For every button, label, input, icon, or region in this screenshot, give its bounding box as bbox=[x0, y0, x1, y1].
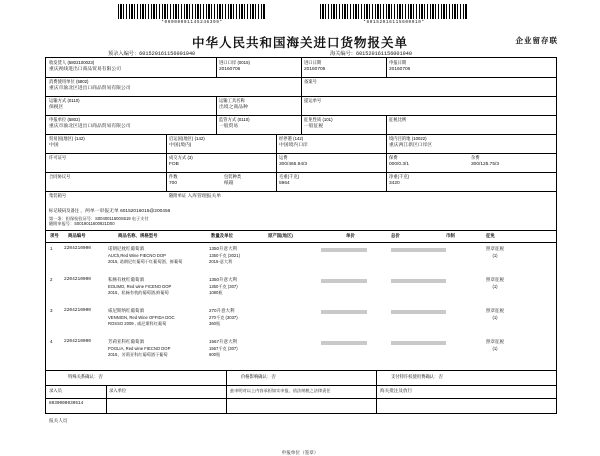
consignee-label: 收发货人 bbox=[49, 60, 67, 65]
trade-country-value: 中国 bbox=[49, 142, 59, 148]
v-c2 bbox=[376, 370, 377, 385]
terms-value: FOB bbox=[169, 161, 179, 167]
rule-4 bbox=[46, 134, 556, 135]
levy-label: 征免性质 bbox=[304, 117, 322, 122]
table-row-3-name-cn: 威尼斯纳红葡萄酒 bbox=[108, 308, 144, 313]
v-s3 bbox=[376, 385, 377, 413]
table-row-1-qty bbox=[209, 246, 267, 265]
price-influence-label: 价格影响确认： bbox=[241, 374, 272, 379]
table-row-2-qty2: 1350千克 (307) bbox=[209, 283, 238, 289]
pre-entry-label: 预录入编号： bbox=[108, 51, 140, 57]
table-row-2-hs: 2204210000 bbox=[64, 277, 92, 282]
insurance-value: 000/0.3/1 bbox=[389, 161, 410, 167]
v-5c bbox=[386, 134, 387, 153]
price-influence bbox=[241, 374, 276, 381]
record-no-label: 备案号 bbox=[304, 79, 317, 84]
rule-5 bbox=[46, 153, 556, 154]
field-gross bbox=[279, 174, 384, 187]
table-row-2-no: 2 bbox=[50, 277, 53, 282]
declare-note: 兹申明对以上内容承担如实申报、依法纳税之法律责任 bbox=[230, 388, 331, 393]
price-influence-value: 否 bbox=[271, 375, 276, 380]
maker-cell bbox=[49, 388, 62, 394]
consignee-value: 重庆视线进出口商品贸易有限公司 bbox=[49, 66, 121, 72]
table-row-1-name-en2: 2015, 诺朗尼红葡萄干红葡萄酒、鲜葡萄 bbox=[108, 259, 183, 265]
table-row-2-levy bbox=[486, 277, 504, 290]
table-row-4-levy-code: (1) bbox=[492, 345, 498, 351]
table-row-2-qty3: 1080瓶 bbox=[209, 290, 223, 296]
trade-country-label: 贸易国(地区) bbox=[49, 136, 74, 141]
consignee-code: (5802100023) bbox=[67, 60, 95, 65]
table-row-4-qty1: 1567升意大利 bbox=[209, 339, 238, 344]
table-row-3-levy-code: (1) bbox=[492, 314, 498, 320]
rule-sign bbox=[46, 398, 556, 399]
attach-label: 随附单证 bbox=[169, 193, 187, 198]
table-row-2-levy-code: (1) bbox=[492, 283, 498, 289]
table-row-3-name-en2: ROSSO 2009 , 威尼斯科红葡萄 bbox=[108, 321, 167, 327]
net-value: 3420 bbox=[389, 180, 400, 186]
attach-value: 入库管理报关单 bbox=[187, 194, 222, 199]
field-misc bbox=[471, 155, 551, 168]
field-attached-docs bbox=[169, 193, 419, 200]
table-row-4-qty3: 600瓶 bbox=[209, 352, 221, 358]
pack-count-label: 件数 bbox=[169, 174, 178, 179]
origin-country-value: 中国(境内) bbox=[169, 142, 192, 148]
v-1c bbox=[386, 58, 387, 77]
mark-line1: ，两单一审报无单 60152016015@200456 bbox=[80, 209, 171, 214]
table-row-3-levy bbox=[486, 308, 504, 321]
table-row-1-hs: 2204210000 bbox=[64, 246, 92, 251]
goods-col-amount: 总价 bbox=[391, 233, 400, 238]
page-title: 中华人民共和国海关进口货物报关单 bbox=[191, 35, 408, 50]
pack-type-label: 包装种类 bbox=[224, 174, 242, 179]
goods-col-name: 商品名称、规格型号 bbox=[118, 233, 158, 238]
table-row-4-hs: 2204210000 bbox=[64, 339, 92, 344]
transport-mode-label: 运输方式 bbox=[49, 98, 67, 103]
field-trade-country bbox=[49, 136, 164, 149]
field-tax bbox=[389, 117, 479, 123]
field-supervise bbox=[219, 117, 299, 130]
table-row-2-name-cn: 私畅有枕红葡萄酒 bbox=[108, 277, 144, 282]
redaction-3b bbox=[391, 310, 446, 314]
table-row-2-qty bbox=[209, 277, 267, 296]
supervise-label: 监管方式 bbox=[219, 117, 237, 122]
goods-col-currency: 币制 bbox=[446, 233, 455, 238]
v-6c bbox=[386, 153, 387, 172]
declaring-unit-seal-label: 申报单位（签章） bbox=[281, 450, 319, 455]
redaction-1a bbox=[321, 248, 367, 252]
copy-type-label: 企业留存联 bbox=[515, 36, 558, 45]
freight-value: 300/465.94/3 bbox=[279, 161, 308, 167]
table-row-1-levy bbox=[486, 246, 504, 259]
misc-label: 杂费 bbox=[471, 155, 480, 160]
supervise-code: (0110) bbox=[237, 117, 250, 122]
v-c1 bbox=[226, 370, 227, 385]
field-consumer bbox=[49, 79, 299, 92]
field-insurance bbox=[389, 155, 469, 168]
gross-value: 5964 bbox=[279, 180, 290, 186]
customs-no-label: 海关编号： bbox=[330, 51, 356, 57]
v-7b bbox=[276, 172, 277, 191]
table-row-1-qty2: 1350千克 (3021) bbox=[209, 252, 240, 258]
consumer-value: 重庆市渝北区进出口商品贸易有限公司 bbox=[49, 85, 131, 91]
royalty-payment bbox=[391, 374, 443, 381]
mark-line2: 第一条：担保检验证号：S0040011600S619 电子支付 bbox=[49, 215, 149, 221]
field-pack-count bbox=[169, 174, 219, 187]
table-row-4-qty bbox=[209, 339, 267, 358]
entry-place-label: 境内目的地 bbox=[389, 136, 411, 141]
supervise-value: 一般贸易 bbox=[219, 123, 239, 129]
pre-entry-value: 601520161156001040 bbox=[139, 51, 196, 57]
v-4b bbox=[301, 115, 302, 134]
royalty-value: 否 bbox=[438, 375, 444, 380]
net-label: 净重(千克) bbox=[389, 174, 410, 179]
table-row-2-levy-text: 照章征税 bbox=[486, 277, 504, 282]
table-row-3-hs: 2204210000 bbox=[64, 308, 92, 313]
entry-date-label: 进口日期 bbox=[304, 60, 322, 65]
rule-6 bbox=[46, 172, 556, 173]
v-6b bbox=[276, 153, 277, 172]
contract-label: 合同协议号 bbox=[49, 174, 71, 179]
customs-no-value: 601520161156001040 bbox=[355, 51, 412, 57]
field-entry-date bbox=[304, 60, 384, 73]
redaction-1b bbox=[391, 248, 446, 252]
goods-col-qty: 数量及单位 bbox=[211, 233, 233, 238]
mark-label: 标记唛码及备注 bbox=[49, 208, 80, 213]
table-row-1-qty1: 1350升意大利 bbox=[209, 246, 238, 251]
trade-country-code: (142) bbox=[74, 136, 85, 141]
v-3b bbox=[301, 96, 302, 115]
table-row-4-levy bbox=[486, 339, 504, 352]
v-2a bbox=[301, 77, 302, 96]
tax-label: 征税比例 bbox=[389, 117, 407, 122]
field-consignee bbox=[49, 60, 214, 73]
table-row-1-no: 1 bbox=[50, 246, 53, 251]
table-row-1-name-en: AUCh,Red Wine FIECNO DOP bbox=[108, 252, 166, 258]
table-row-3-name bbox=[108, 308, 208, 327]
v-7c bbox=[386, 172, 387, 191]
field-terms bbox=[169, 155, 274, 168]
table-row-2-name-en2: 2015、私畅有枕的葡萄酒,鲜葡萄 bbox=[108, 290, 169, 296]
levy-value: 一般征税 bbox=[304, 123, 324, 129]
customs-endorsement-label: 海关批注及放行 bbox=[380, 388, 413, 393]
table-row-1-levy-text: 照章征税 bbox=[486, 246, 504, 251]
v-s1 bbox=[106, 385, 107, 413]
transport-mode-value: 保税区 bbox=[49, 104, 64, 110]
goods-col-no: 项号 bbox=[50, 233, 59, 238]
table-row-3-levy-text: 照章征税 bbox=[486, 308, 504, 313]
misc-value: 300/125.75/3 bbox=[471, 161, 500, 167]
barcode-right bbox=[320, 4, 468, 25]
royalty-label: 支付特许权使用费确认： bbox=[391, 374, 439, 379]
v-6a bbox=[166, 153, 167, 172]
table-row-4-name bbox=[108, 339, 208, 358]
agent-label: 报关人员 bbox=[49, 418, 68, 423]
declarer-code: (5802) bbox=[67, 117, 80, 122]
rule-8 bbox=[46, 230, 556, 231]
field-freight bbox=[279, 155, 384, 168]
field-declare-date bbox=[389, 60, 469, 73]
mark-line3: 随附申报号：S0019011600921D00 bbox=[49, 221, 115, 227]
field-contract bbox=[49, 174, 164, 180]
v-1a bbox=[216, 58, 217, 77]
field-import-port bbox=[219, 60, 299, 73]
declare-date-label: 申报日期 bbox=[389, 60, 407, 65]
insurance-label: 保费 bbox=[389, 155, 398, 160]
pre-entry-number bbox=[108, 50, 195, 57]
barcode-left-number: *00000001145246399* bbox=[161, 20, 223, 25]
redaction-4a bbox=[321, 341, 367, 345]
table-row-1-name-cn: 诺朗尼枕红葡萄酒 bbox=[108, 246, 144, 251]
table-row-4-qty2: 1567千克 (307) bbox=[209, 345, 238, 351]
v-4c bbox=[386, 115, 387, 134]
field-license bbox=[49, 155, 164, 161]
transit-port-label: 经停港 bbox=[279, 136, 292, 141]
consumer-label: 消费使用单位 bbox=[49, 79, 75, 84]
table-row-3-name-en: VENNIGN, Red Wine OFFIDA DOC bbox=[108, 314, 175, 320]
origin-country-label: 启运国(地区) bbox=[169, 136, 194, 141]
barcode-left bbox=[118, 4, 266, 25]
freight-label: 运费 bbox=[279, 155, 288, 160]
special-rel-label: 特殊关系确认： bbox=[68, 374, 99, 379]
special-rel-value: 否 bbox=[98, 375, 103, 380]
field-container bbox=[49, 193, 164, 199]
table-row-2-name-en: EOLIMO, Red wine FICENO DOP bbox=[108, 283, 172, 289]
barcode-left-bars bbox=[118, 4, 266, 19]
barcode-right-bars bbox=[320, 4, 468, 19]
entry-place-code: (10022) bbox=[411, 136, 427, 141]
table-row-4-name-en2: 2015、芳莉亚科红葡萄酒干葡萄 bbox=[108, 352, 168, 358]
field-declarer bbox=[49, 117, 214, 130]
goods-col-price: 单价 bbox=[346, 233, 355, 238]
container-label: 集装箱号 bbox=[49, 193, 67, 198]
rule-confirm bbox=[46, 385, 556, 386]
table-row-2-qty1: 1350升意大利 bbox=[209, 277, 238, 282]
v-4a bbox=[216, 115, 217, 134]
v-7a bbox=[166, 172, 167, 191]
pack-count-value: 700 bbox=[169, 180, 178, 186]
redaction-4b bbox=[391, 341, 446, 345]
field-bill-no bbox=[304, 98, 424, 104]
v-5b bbox=[276, 134, 277, 153]
redaction-2b bbox=[391, 279, 446, 283]
field-record-no bbox=[304, 79, 424, 85]
rule-7 bbox=[46, 191, 556, 192]
declarer-value: 重庆市渝北区进出口商品贸易有限公司 bbox=[49, 123, 131, 129]
rule-goods-head bbox=[46, 242, 556, 243]
terms-code: (3) bbox=[187, 155, 193, 160]
import-port-label: 进口口岸 bbox=[219, 60, 237, 65]
table-row-4-no: 4 bbox=[50, 339, 53, 344]
maker-no-value: 8030000030514 bbox=[49, 401, 84, 406]
transport-name-label: 运输工具名称 bbox=[219, 98, 245, 103]
field-entry-place bbox=[389, 136, 549, 149]
v-s2 bbox=[226, 385, 227, 413]
transport-mode-code: (0110) bbox=[67, 98, 80, 103]
import-port-value: 20160706 bbox=[219, 66, 241, 72]
goods-col-hs: 商品编号 bbox=[68, 233, 86, 238]
goods-col-levy: 征免 bbox=[486, 233, 495, 238]
field-marks-remarks bbox=[49, 208, 549, 226]
table-row-1-qty3: 2015-意大利 bbox=[209, 259, 233, 265]
import-port-code: (0015) bbox=[237, 60, 250, 65]
v-3a bbox=[216, 96, 217, 115]
transit-port-code: (142) bbox=[293, 136, 304, 141]
barcode-right-number: *80152016115600010* bbox=[363, 20, 425, 25]
gross-label: 毛重(千克) bbox=[279, 174, 300, 179]
maker-label: 录入员 bbox=[49, 388, 62, 393]
table-row-1-levy-code: (1) bbox=[492, 252, 498, 258]
levy-code: (101) bbox=[322, 117, 333, 122]
consumer-code: (5802) bbox=[76, 79, 89, 84]
license-label: 许可证号 bbox=[49, 155, 67, 160]
table-row-3-qty3: 360瓶 bbox=[209, 321, 221, 327]
table-row-4-name-cn: 芳莉亚科红葡萄酒 bbox=[108, 339, 144, 344]
field-pack-type bbox=[224, 174, 274, 187]
customs-number bbox=[330, 50, 412, 57]
bill-no-label: 提运单号 bbox=[304, 98, 322, 103]
redaction-2a bbox=[321, 279, 367, 283]
transit-port-value: 中国境内口岸 bbox=[279, 142, 308, 148]
redaction-3a bbox=[321, 310, 367, 314]
barcode-row bbox=[0, 4, 600, 30]
table-row-3-qty bbox=[209, 308, 267, 327]
declaration-frame bbox=[45, 57, 557, 455]
maker-unit-cell bbox=[109, 388, 126, 394]
special-relation bbox=[68, 374, 103, 381]
goods-col-country: 原产国(地区) bbox=[268, 233, 293, 238]
table-row-4-levy-text: 照章征税 bbox=[486, 339, 504, 344]
table-row-3-qty2: 270千克 (3037) bbox=[209, 314, 238, 320]
v-5a bbox=[166, 134, 167, 153]
transport-name-value: 出境之商品种 bbox=[219, 104, 248, 110]
table-row-1-name bbox=[108, 246, 208, 265]
field-transit-port bbox=[279, 136, 384, 149]
field-origin-country bbox=[169, 136, 274, 149]
maker-no-label: 录入单位 bbox=[109, 388, 127, 393]
table-row-3-qty1: 270升意大利 bbox=[209, 308, 235, 313]
entry-date-value: 20160706 bbox=[304, 66, 326, 72]
origin-country-code: (142) bbox=[194, 136, 205, 141]
v-1b bbox=[301, 58, 302, 77]
table-row-4-name-en: FOGLIA, Red wine FIECNO DOP bbox=[108, 345, 171, 351]
entry-place-value: 重庆两江新区口岸区 bbox=[389, 142, 433, 148]
table-row-2-name bbox=[108, 277, 208, 296]
table-row-3-no: 3 bbox=[50, 308, 53, 313]
field-net bbox=[389, 174, 494, 187]
declare-date-value: 20160706 bbox=[389, 66, 411, 72]
terms-label: 成交方式 bbox=[169, 155, 187, 160]
field-transport-name bbox=[219, 98, 299, 111]
field-transport-mode bbox=[49, 98, 214, 111]
pack-type-value: 纸箱 bbox=[224, 180, 234, 186]
field-levy bbox=[304, 117, 384, 130]
declarer-label: 申报单位 bbox=[49, 117, 67, 122]
rule-goods-end bbox=[46, 370, 556, 371]
